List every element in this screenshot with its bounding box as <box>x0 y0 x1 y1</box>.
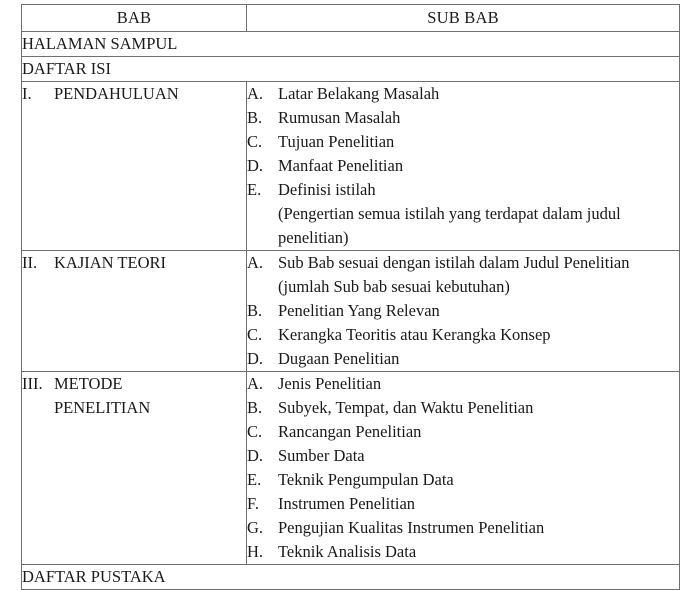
list-item <box>247 154 679 178</box>
sub-chapter-list <box>247 251 679 371</box>
table-row <box>22 251 680 372</box>
section-label-cell: HALAMAN SAMPUL <box>22 32 680 57</box>
section-label-cell: DAFTAR PUSTAKA <box>22 565 680 590</box>
table-header <box>22 5 680 32</box>
list-item-text: Teknik Pengumpulan Data <box>278 470 454 489</box>
list-item-text-wrapper <box>278 396 679 420</box>
table-row <box>22 32 680 57</box>
list-item <box>247 420 679 444</box>
list-item-text-wrapper <box>278 154 679 178</box>
list-item-marker: E. <box>247 180 262 199</box>
list-item <box>247 82 679 106</box>
list-item-text: Definisi istilah <box>278 180 376 199</box>
list-item <box>247 299 679 323</box>
list-item-text-wrapper <box>278 178 679 250</box>
list-item-text-wrapper <box>278 299 679 323</box>
list-item-marker: H. <box>247 542 264 561</box>
list-item-marker: F. <box>247 494 259 513</box>
column-header-bab: BAB <box>22 5 247 32</box>
table-row <box>22 565 680 590</box>
list-item-marker: B. <box>247 398 263 417</box>
list-item <box>247 492 679 516</box>
list-item-text: Pengujian Kualitas Instrumen Penelitian <box>278 518 545 537</box>
list-item-marker: B. <box>247 301 263 320</box>
list-item-text: Sub Bab sesuai dengan istilah dalam Judul Penelitian (jumlah Sub bab sesuai kebutuhan) <box>278 253 630 296</box>
sub-chapter-cell <box>247 372 680 565</box>
chapter-title: METODE <box>54 374 123 393</box>
list-item <box>247 468 679 492</box>
list-item-marker: D. <box>247 349 264 368</box>
list-item <box>247 251 679 299</box>
list-item-text-wrapper <box>278 372 679 396</box>
list-item-text: Manfaat Penelitian <box>278 156 404 175</box>
list-item-text-wrapper <box>278 347 679 371</box>
list-item <box>247 372 679 396</box>
section-label-cell: DAFTAR ISI <box>22 57 680 82</box>
chapter-title: PENDAHULUAN <box>54 84 179 103</box>
list-item-text-wrapper <box>278 540 679 564</box>
list-item-text: Kerangka Teoritis atau Kerangka Konsep <box>278 325 551 344</box>
list-item-marker: A. <box>247 84 264 103</box>
table-row <box>22 82 680 251</box>
list-item-text: Subyek, Tempat, dan Waktu Penelitian <box>278 398 534 417</box>
list-item-marker: E. <box>247 470 262 489</box>
list-item-text: Rancangan Penelitian <box>278 422 422 441</box>
list-item-continuation: (Pengertian semua istilah yang terdapat dalam judul penelitian) <box>278 204 621 247</box>
chapter-cell <box>22 251 247 372</box>
outline-table <box>21 4 680 590</box>
list-item-text: Instrumen Penelitian <box>278 494 416 513</box>
list-item-text-wrapper <box>278 420 679 444</box>
list-item <box>247 396 679 420</box>
chapter-cell <box>22 82 247 251</box>
list-item-text-wrapper <box>278 106 679 130</box>
chapter-number: I. <box>22 84 32 103</box>
sub-chapter-cell <box>247 82 680 251</box>
list-item-text: Rumusan Masalah <box>278 108 401 127</box>
header-row <box>22 5 680 32</box>
list-item-text-wrapper <box>278 323 679 347</box>
list-item <box>247 516 679 540</box>
list-item <box>247 347 679 371</box>
table-body <box>22 32 680 590</box>
list-item <box>247 178 679 250</box>
list-item-text-wrapper <box>278 444 679 468</box>
list-item-text-wrapper <box>278 516 679 540</box>
list-item-text: Teknik Analisis Data <box>278 542 417 561</box>
sub-chapter-list <box>247 372 679 564</box>
list-item-text-wrapper <box>278 251 679 299</box>
table-row <box>22 372 680 565</box>
table-row <box>22 57 680 82</box>
sub-chapter-list <box>247 82 679 250</box>
chapter-title: KAJIAN TEORI <box>54 253 166 272</box>
list-item <box>247 106 679 130</box>
list-item-text-wrapper <box>278 468 679 492</box>
list-item-text: Jenis Penelitian <box>278 374 382 393</box>
list-item-text-wrapper <box>278 82 679 106</box>
list-item <box>247 444 679 468</box>
list-item-text: Tujuan Penelitian <box>278 132 395 151</box>
list-item-text: Dugaan Penelitian <box>278 349 400 368</box>
list-item <box>247 323 679 347</box>
chapter-cell <box>22 372 247 565</box>
list-item-marker: C. <box>247 132 263 151</box>
list-item-text-wrapper <box>278 492 679 516</box>
sub-chapter-cell <box>247 251 680 372</box>
list-item-marker: A. <box>247 253 264 272</box>
chapter-number: III. <box>22 374 43 393</box>
list-item-text: Penelitian Yang Relevan <box>278 301 440 320</box>
list-item-marker: B. <box>247 108 263 127</box>
chapter-number: II. <box>22 253 38 272</box>
list-item-marker: A. <box>247 374 264 393</box>
chapter-title-line2: PENELITIAN <box>54 398 151 417</box>
list-item-marker: C. <box>247 422 263 441</box>
list-item-marker: C. <box>247 325 263 344</box>
list-item-marker: G. <box>247 518 264 537</box>
list-item-text: Latar Belakang Masalah <box>278 84 440 103</box>
list-item-text-wrapper <box>278 130 679 154</box>
list-item-marker: D. <box>247 446 264 465</box>
list-item <box>247 540 679 564</box>
list-item-text: Sumber Data <box>278 446 365 465</box>
list-item-marker: D. <box>247 156 264 175</box>
list-item <box>247 130 679 154</box>
column-header-sub-bab: SUB BAB <box>247 5 680 32</box>
